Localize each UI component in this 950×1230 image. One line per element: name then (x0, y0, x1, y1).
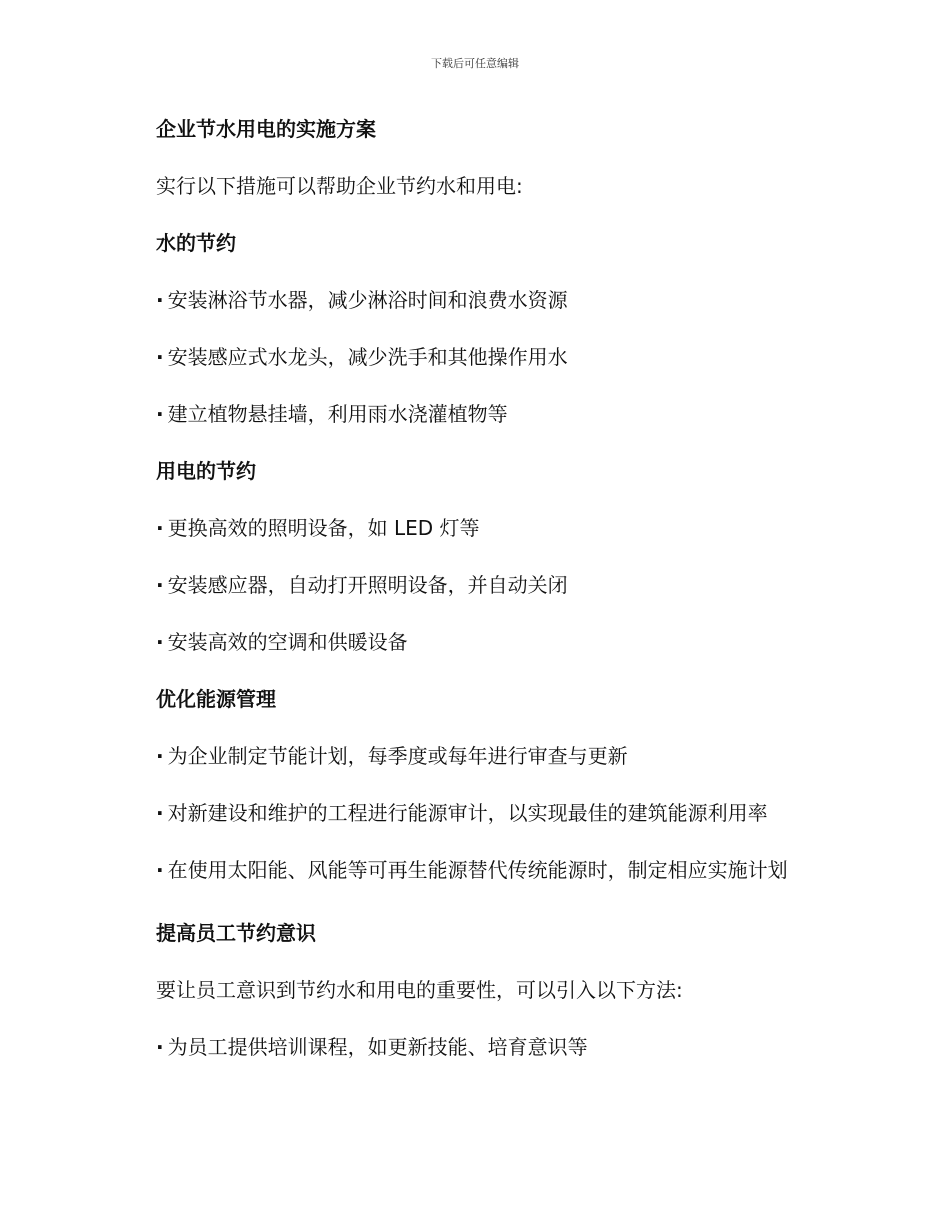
bullet-item (112, 739, 832, 773)
bullet-item (112, 340, 832, 374)
bullet-icon: · (156, 801, 164, 825)
bullet-text: 安装感应式水龙头，减少洗手和其他操作用水 (167, 345, 568, 369)
bullet-text: 更换高效的照明设备，如 LED 灯等 (167, 516, 480, 540)
bullet-item (112, 511, 832, 545)
bullet-icon: · (156, 345, 164, 369)
bullet-item (112, 397, 832, 431)
bullet-icon: · (156, 516, 164, 540)
bullet-item (112, 1030, 832, 1064)
bullet-text: 安装感应器，自动打开照明设备，并自动关闭 (167, 573, 568, 597)
bullet-item (112, 625, 832, 659)
document-intro: 实行以下措施可以帮助企业节约水和用电: (156, 174, 523, 198)
section-heading-water: 水的节约 (156, 231, 236, 255)
bullet-text: 为企业制定节能计划，每季度或每年进行审查与更新 (167, 744, 628, 768)
bullet-icon: · (156, 744, 164, 768)
document-body (112, 112, 832, 1087)
document-title: 企业节水用电的实施方案 (156, 117, 376, 141)
section-heading-electricity: 用电的节约 (156, 459, 256, 483)
bullet-icon: · (156, 288, 164, 312)
bullet-text: 安装高效的空调和供暖设备 (167, 630, 408, 654)
bullet-text: 为员工提供培训课程，如更新技能、培育意识等 (167, 1035, 588, 1059)
bullet-item (112, 796, 832, 830)
bullet-item (112, 847, 832, 893)
bullet-text: 对新建设和维护的工程进行能源审计，以实现最佳的建筑能源利用率 (167, 801, 768, 825)
bullet-icon: · (156, 402, 164, 426)
bullet-item (112, 283, 832, 317)
section-heading-energy: 优化能源管理 (156, 687, 276, 711)
bullet-text: 安装淋浴节水器，减少淋浴时间和浪费水资源 (167, 288, 568, 312)
bullet-item (112, 568, 832, 602)
bullet-text: 在使用太阳能、风能等可再生能源替代传统能源时，制定相应实施计划 (167, 858, 788, 882)
bullet-icon: · (156, 858, 164, 882)
bullet-icon: · (156, 573, 164, 597)
section-heading-awareness: 提高员工节约意识 (156, 921, 316, 945)
bullet-text: 建立植物悬挂墙，利用雨水浇灌植物等 (167, 402, 508, 426)
header-note: 下载后可任意编辑 (431, 57, 519, 70)
bullet-icon: · (156, 1035, 164, 1059)
bullet-icon: · (156, 630, 164, 654)
section-intro: 要让员工意识到节约水和用电的重要性，可以引入以下方法: (156, 978, 683, 1002)
